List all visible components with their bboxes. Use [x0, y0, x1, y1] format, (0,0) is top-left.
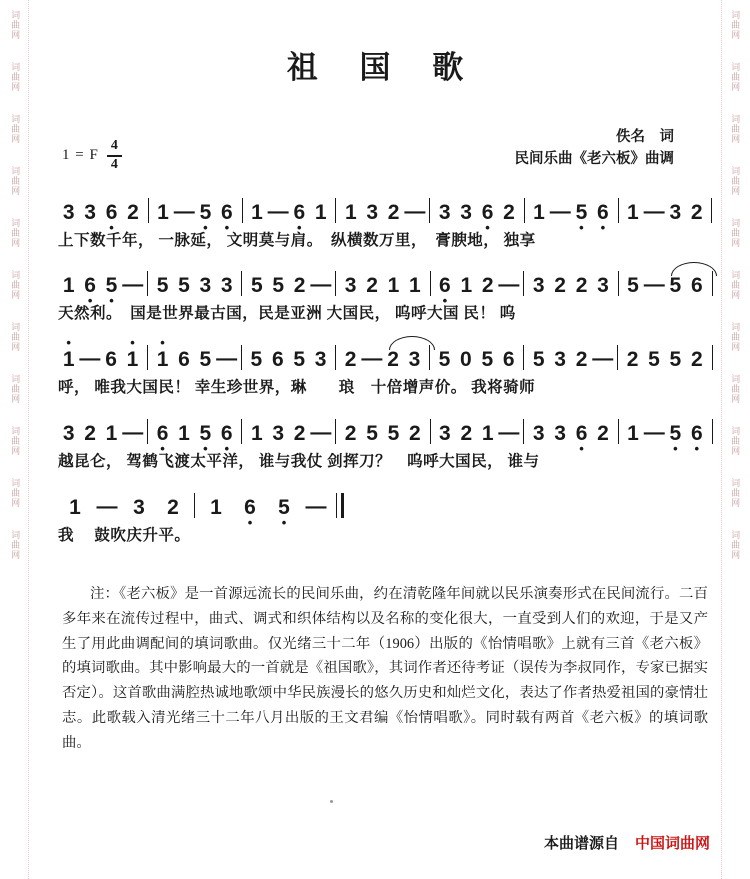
- barline: [241, 271, 242, 296]
- note: 2: [167, 496, 179, 519]
- note: 1: [178, 422, 190, 445]
- note: 2: [344, 348, 357, 371]
- octave-dot-low: •: [109, 220, 114, 235]
- note: 6: [178, 348, 190, 371]
- barline: [618, 271, 619, 296]
- note: 2: [387, 201, 400, 224]
- duration-dash: —: [267, 200, 289, 223]
- note: 5: [481, 348, 494, 371]
- barline: [241, 419, 242, 444]
- note: 2: [503, 201, 515, 224]
- watermark-text: 词曲网: [730, 322, 741, 352]
- lyric-row: 越昆仑， 驾鹤飞渡太平洋， 谁与我仗 剑挥刀？ 呜呼大国民， 谁与: [58, 453, 540, 470]
- note: 1: [69, 496, 81, 519]
- note: 3: [366, 201, 379, 224]
- duration-dash: —: [310, 421, 332, 444]
- duration-dash: —: [173, 200, 195, 223]
- note: 6 •: [101, 202, 122, 224]
- note: 0: [460, 348, 472, 371]
- note: 1: [533, 201, 545, 224]
- note: 3: [344, 274, 357, 297]
- octave-dot-low: •: [694, 441, 700, 456]
- note: 3: [62, 422, 75, 445]
- meter-numerator: 4: [110, 138, 118, 153]
- octave-dot-low: •: [579, 220, 584, 235]
- note: 1: [250, 422, 263, 445]
- time-signature: [107, 139, 122, 173]
- note: 1: [409, 274, 421, 297]
- octave-dot-low: •: [224, 441, 230, 456]
- note: 2: [481, 274, 494, 297]
- note: 1 •: [152, 349, 173, 371]
- octave-dot-low: •: [247, 515, 253, 530]
- note: 1 •: [58, 349, 79, 371]
- lyric-row: 上下数千年， 一脉延， 文明莫与肩。 纵横数万里， 膏腴地， 独享: [58, 232, 536, 249]
- note: 3: [314, 348, 327, 371]
- page-title: 祖 国 歌: [286, 50, 481, 85]
- note: 3: [554, 422, 566, 445]
- watermark-text: 词曲网: [10, 218, 21, 248]
- note: 3: [62, 201, 75, 224]
- note: 6 •: [571, 423, 592, 445]
- watermark-text: 词曲网: [10, 322, 21, 352]
- duration-dash: —: [592, 347, 614, 370]
- watermark-text: 词曲网: [10, 478, 21, 508]
- watermark-text: 词曲网: [10, 10, 21, 40]
- watermark-text: 词曲网: [730, 10, 741, 40]
- note: 6 •: [216, 423, 237, 445]
- barline: [430, 271, 431, 296]
- octave-dot-high: •: [160, 335, 165, 350]
- note: 3: [532, 274, 545, 297]
- octave-dot-high: •: [130, 335, 135, 350]
- note: 3: [669, 201, 682, 224]
- stray-dot-mark: [330, 800, 333, 803]
- octave-dot-low: •: [281, 515, 287, 530]
- octave-dot-low: •: [224, 220, 230, 235]
- note: 1: [314, 201, 327, 224]
- barline: [524, 198, 525, 223]
- note: 2: [127, 201, 139, 224]
- barline: [241, 345, 242, 370]
- note: 1: [251, 201, 263, 224]
- note-row: [58, 263, 716, 308]
- note: 2: [626, 348, 639, 371]
- note: 6 •: [152, 423, 173, 445]
- barline: [712, 419, 713, 444]
- octave-dot-low: •: [579, 441, 584, 456]
- watermark-text: 词曲网: [730, 270, 741, 300]
- note-row: [58, 411, 716, 456]
- barline: [618, 198, 619, 223]
- key-signature-text: 1 = F: [62, 147, 99, 164]
- duration-dash: —: [79, 347, 101, 370]
- watermark-text: 词曲网: [10, 530, 21, 560]
- duration-dash: —: [404, 200, 426, 223]
- note: 3: [84, 201, 96, 224]
- barline: [711, 198, 712, 223]
- note-row: [58, 337, 716, 371]
- credits-block: [515, 126, 675, 171]
- octave-dot-high: •: [66, 335, 71, 350]
- note: 1: [627, 201, 639, 224]
- note: 1: [387, 274, 400, 297]
- watermark-text: 词曲网: [730, 478, 741, 508]
- credit-composer: 民间乐曲《老六板》曲调: [514, 151, 674, 168]
- note: 6: [105, 348, 117, 371]
- note: 5: [532, 348, 545, 371]
- footer-brand[interactable]: 中国词曲网: [634, 836, 710, 852]
- barline: [618, 419, 619, 444]
- note-row: [58, 190, 716, 235]
- note: 2: [575, 348, 588, 371]
- watermark-text: 词曲网: [730, 426, 741, 456]
- note: 5 •: [665, 423, 686, 445]
- note: 5: [250, 274, 263, 297]
- music-system-4: [58, 411, 716, 475]
- note: 5: [387, 422, 400, 445]
- duration-dash: —: [310, 273, 332, 296]
- note: 6 •: [686, 423, 707, 445]
- note: 3: [460, 201, 472, 224]
- note: 2: [690, 348, 703, 371]
- note: 5 •: [571, 202, 592, 224]
- note: 2: [344, 422, 357, 445]
- meter-denominator: 4: [110, 156, 118, 172]
- octave-dot-low: •: [203, 441, 208, 456]
- note: 2: [554, 274, 566, 297]
- duration-dash: —: [122, 421, 144, 444]
- watermark-text: 词曲网: [10, 114, 21, 144]
- watermark-text: 词曲网: [10, 166, 21, 196]
- duration-dash: —: [643, 421, 665, 444]
- note: 2: [366, 274, 378, 297]
- watermark-text: 词曲网: [730, 166, 741, 196]
- note: 6 •: [79, 275, 100, 297]
- note: 6 •: [434, 275, 455, 297]
- note: 3: [439, 422, 451, 445]
- octave-dot-low: •: [109, 293, 114, 308]
- note: 5: [272, 274, 285, 297]
- lyric-row: 呼， 唯我大国民！ 幸生珍世界，琳 琅 十倍增声价。 我将骑师: [58, 379, 536, 396]
- octave-dot-low: •: [87, 293, 93, 308]
- barline: [523, 271, 524, 296]
- duration-dash: —: [216, 347, 238, 370]
- note: 5: [648, 348, 660, 371]
- duration-dash: —: [498, 273, 520, 296]
- octave-dot-low: •: [160, 441, 165, 456]
- note: 1 •: [122, 349, 143, 371]
- note: 5: [178, 274, 190, 297]
- octave-dot-low: •: [485, 220, 490, 235]
- octave-dot-low: •: [600, 220, 606, 235]
- note: 6 •: [477, 202, 498, 224]
- barline: [335, 345, 336, 370]
- note: 2: [382, 349, 403, 371]
- note: 1: [210, 496, 222, 519]
- note: 6: [271, 348, 284, 371]
- notes-paragraph: 注：《老六板》是一首源远流长的民间乐曲，约在清乾隆年间就以民乐演奏形式在民间流行。二百多年来在流传过程中，曲式、调式和织体结构以及名称的变化很大，一直受到人们的欢迎，于是又产生了用此曲调配间的填词歌曲。仅光绪三十二年（1906）出版的《怡情唱歌》上就有三首《老六板》的填词歌曲。其中影响最大的一首就是《祖国歌》，其词作者还待考证（误传为李叔同作，专家已据实否定）。这首歌曲满腔热诚地歌颂中华民族漫长的悠久历史和灿烂文化，表达了作者热爱祖国的豪情壮志。此歌载入清光绪三十二年八月出版的王文君编《怡情唱歌》。同时载有两首《老六板》的填词歌曲。: [62, 586, 708, 751]
- note: 2: [597, 422, 609, 445]
- barline: [335, 271, 336, 296]
- note: 1: [157, 201, 169, 224]
- key-signature-block: [62, 139, 122, 173]
- barline: [147, 419, 148, 444]
- watermark-column-right: [721, 0, 748, 879]
- duration-dash: —: [305, 495, 327, 518]
- note: 2: [690, 201, 703, 224]
- note: 5: [199, 348, 212, 371]
- note: 2: [293, 274, 306, 297]
- barline: [429, 198, 430, 223]
- note: 6 •: [289, 202, 310, 224]
- barline: [147, 271, 148, 296]
- note: 5: [438, 348, 451, 371]
- note: 5 •: [101, 275, 122, 297]
- watermark-text: 词曲网: [10, 426, 21, 456]
- barline: [523, 419, 524, 444]
- note: 3: [220, 274, 233, 297]
- duration-dash: —: [361, 347, 383, 370]
- octave-dot-low: •: [442, 293, 448, 308]
- note: 6 •: [233, 497, 267, 519]
- duration-dash: —: [643, 200, 665, 223]
- barline: [335, 198, 336, 223]
- note: 2: [409, 422, 421, 445]
- note: 6 •: [592, 202, 613, 224]
- duration-dash: —: [122, 273, 144, 296]
- lyric-row: 天然利。 国是世界最古国，民是亚洲 大国民， 呜呼大国 民！ 呜: [58, 305, 516, 322]
- barline: [523, 345, 524, 370]
- music-system-5: [58, 485, 716, 549]
- note: 5: [366, 422, 378, 445]
- note: 3: [554, 348, 566, 371]
- watermark-text: 词曲网: [730, 114, 741, 144]
- note-row: [58, 485, 716, 530]
- note: 6: [690, 274, 703, 297]
- note: 5 •: [195, 423, 216, 445]
- note: 3: [408, 348, 421, 371]
- watermark-text: 词曲网: [10, 270, 21, 300]
- note: 5: [669, 348, 682, 371]
- note: 1: [62, 274, 75, 297]
- note: 1: [627, 422, 639, 445]
- note: 5: [293, 348, 306, 371]
- barline: [242, 198, 243, 223]
- note: 3: [133, 496, 145, 519]
- final-barline: [336, 493, 344, 518]
- barline: [617, 345, 618, 370]
- note: 3: [597, 274, 609, 297]
- lyric-row: 我 鼓吹庆升平。: [58, 527, 191, 544]
- credit-lyricist: 佚名 词: [616, 129, 674, 145]
- footer-source: [544, 832, 710, 853]
- duration-dash: —: [643, 273, 665, 296]
- octave-dot-low: •: [297, 220, 302, 235]
- note: 2: [460, 422, 473, 445]
- music-system-3: [58, 337, 716, 401]
- note: 5: [250, 348, 263, 371]
- note: 6 •: [216, 202, 237, 224]
- watermark-text: 词曲网: [730, 218, 741, 248]
- music-system-1: [58, 190, 716, 254]
- note: 1: [105, 422, 118, 445]
- watermark-column-left: [2, 0, 29, 879]
- note: 2: [84, 422, 96, 445]
- barline: [430, 419, 431, 444]
- music-system-2: [58, 263, 716, 327]
- note: 3: [272, 422, 285, 445]
- barline: [712, 345, 713, 370]
- watermark-text: 词曲网: [730, 62, 741, 92]
- octave-dot-low: •: [203, 220, 208, 235]
- note: 2: [575, 274, 588, 297]
- barline: [335, 419, 336, 444]
- barline: [148, 198, 149, 223]
- watermark-text: 词曲网: [730, 374, 741, 404]
- note: 5: [665, 275, 686, 297]
- note: 5: [156, 274, 169, 297]
- watermark-text: 词曲网: [730, 530, 741, 560]
- barline: [147, 345, 148, 370]
- note: 5: [627, 274, 639, 297]
- note: 5 •: [195, 202, 216, 224]
- barline: [194, 493, 195, 518]
- duration-dash: —: [498, 421, 520, 444]
- octave-dot-low: •: [673, 441, 678, 456]
- note: 1: [344, 201, 357, 224]
- duration-dash: —: [549, 200, 571, 223]
- note: 2: [293, 422, 306, 445]
- note: 5 •: [267, 497, 301, 519]
- note: 3: [199, 274, 212, 297]
- note: 6: [502, 348, 515, 371]
- duration-dash: —: [96, 495, 118, 518]
- note: 1: [460, 274, 473, 297]
- watermark-text: 词曲网: [10, 62, 21, 92]
- note: 3: [438, 201, 451, 224]
- footer-source-label: 本曲谱源自: [543, 836, 619, 852]
- note: 1: [481, 422, 494, 445]
- note: 3: [532, 422, 545, 445]
- watermark-text: 词曲网: [10, 374, 21, 404]
